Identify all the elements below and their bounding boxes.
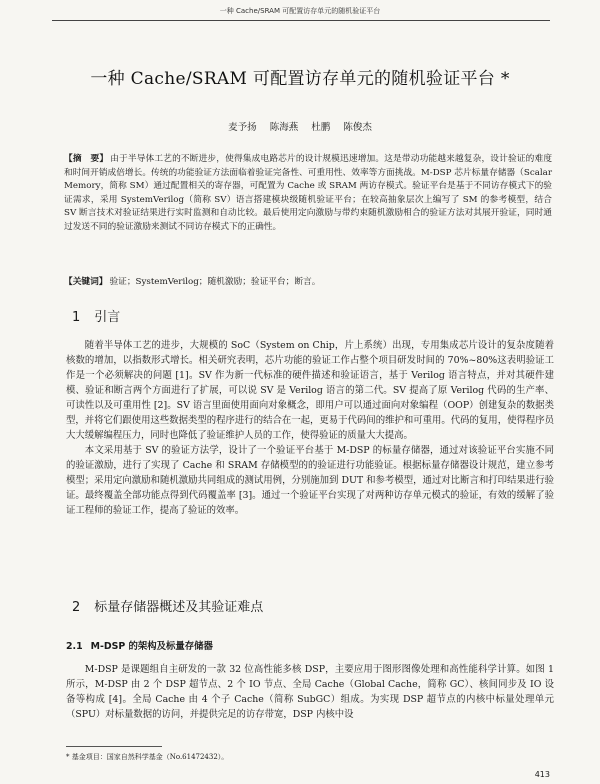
author-name: 陈海燕 bbox=[269, 122, 299, 133]
paper-title: 一种 Cache/SRAM 可配置访存单元的随机验证平台 * bbox=[90, 69, 510, 89]
abstract-text: 由于半导体工艺的不断进步，使得集成电路芯片的设计规模迅速增加。这是带动功能越来越复杂，设计验证的难度和时间开销成倍增长。传统的功能验证方法面临着验证完备性、可重用性、效率等方面挑战。M-DSP 芯片标量存储器（Scalar Memory，简称 SM）通过配置相关的寄存器，可配置为 Cache 或 SRAM 两访存模式。验证平台是基于不同访存模式下的验证需求，采用 SystemVerilog（简称 SV）语言搭建模块级随机验证平台；在较高抽象层次上编写了 SM 的参考模型，结合 SV 断言技术对验证结果进行实时监测和自动比较。最后使用定向激励与带约束随机激励相合的验证方法对其展开验证，同时通过发送不同的验证激励来测试不同访存模式下的正确性。 bbox=[64, 154, 553, 232]
subsection-body bbox=[66, 662, 554, 722]
keywords-label: 【关键词】 bbox=[64, 277, 108, 287]
section-number: 2 bbox=[72, 600, 81, 615]
subsection-heading bbox=[66, 638, 213, 652]
subsection-number: 2.1 bbox=[66, 641, 83, 652]
author-list bbox=[0, 119, 600, 133]
footnote-rule bbox=[66, 746, 162, 747]
abstract bbox=[64, 153, 552, 235]
page-number: 413 bbox=[534, 770, 550, 779]
introduction-body bbox=[66, 338, 554, 518]
section-number: 1 bbox=[72, 310, 81, 325]
section-heading-sm-overview bbox=[72, 596, 263, 615]
author-name: 麦予扬 bbox=[228, 122, 257, 133]
footnote: * 基金项目：国家自然科学基金（No.61472432）。 bbox=[66, 753, 229, 761]
paragraph: M-DSP 是课题组自主研发的一款 32 位高性能多核 DSP，主要应用于图形图像处理和高性能科学计算。如图 1 所示，M-DSP 由 2 个 DSP 超节点、2 个 IO 节点、全局 Cache（Global Cache，简称 GC）、核间同步及 IO 设备等构成 [4]。全局 Cache 由 4 个子 Cache（简称 SubGC）组成。为实现 DSP 超节点的内核中标量处理单元（SPU）对标量数据的访问，并提供完足的访存带宽，DSP 内核中设 bbox=[66, 664, 554, 720]
running-head: 一种 Cache/SRAM 可配置访存单元的随机验证平台 bbox=[219, 7, 381, 15]
author-name: 陈俊杰 bbox=[343, 122, 372, 133]
abstract-label: 【摘 要】 bbox=[64, 154, 109, 164]
section-title: 引言 bbox=[94, 310, 121, 325]
section-heading-introduction bbox=[72, 306, 120, 325]
header-rule bbox=[52, 20, 550, 21]
author-name: 杜鹏 bbox=[311, 122, 331, 133]
subsection-title: M-DSP 的架构及标量存储器 bbox=[90, 641, 213, 652]
paragraph: 随着半导体工艺的进步，大规模的 SoC（System on Chip，片上系统）出现，专用集成芯片设计的复杂度随着核数的增加，以指数形式增长。相关研究表明，芯片功能的验证工作占整个项目研发时间的 70%~80%这表明验证工作是一个必须解决的问题 [1]。SV 作为新一代标准的硬件描述和验证语言，基于 Verilog 语言特点，并对其硬件建模、验证和断言两个方面进行了扩展，可以说 SV 是 Verilog 语言的第二代。SV 提高了原 Verilog 代码的生产率、可读性以及可重用性 [2]。SV 语言里面使用面向对象概念，即用户可以通过面向对象编程（OOP）创建复杂的数据类型，并将它们跟使用这些数据类型的程序进行的结合在一起，更易于代码间的维护和可重用。代码的复用，使得程序员大大缓解编程压力，同时也降低了验证维护人员的工作，使得验证的质量大大提高。 bbox=[66, 340, 554, 441]
paragraph: 本文采用基于 SV 的验证方法学，设计了一个验证平台基于 M-DSP 的标量存储器，通过对该验证平台实施不同的验证激励，进行了实现了 Cache 和 SRAM 存储模型的的验证进行功能验证。根据标量存储器设计规范，建立参考模型；采用定向激励和随机激励共同组成的测试用例，分别施加到 DUT 和参考模型，通过对比断言和打印结果进行验证。最终覆盖全部功能点得到代码覆盖率 [3]。通过一个验证平台实现了对两种访存单元模式的验证，有效的缓解了验证工程师的验证工作，提高了验证的效率。 bbox=[66, 445, 554, 516]
section-title: 标量存储器概述及其验证难点 bbox=[94, 600, 264, 615]
keywords-text: 验证；SystemVerilog；随机激励；验证平台；断言。 bbox=[109, 277, 321, 287]
keywords bbox=[64, 276, 552, 289]
